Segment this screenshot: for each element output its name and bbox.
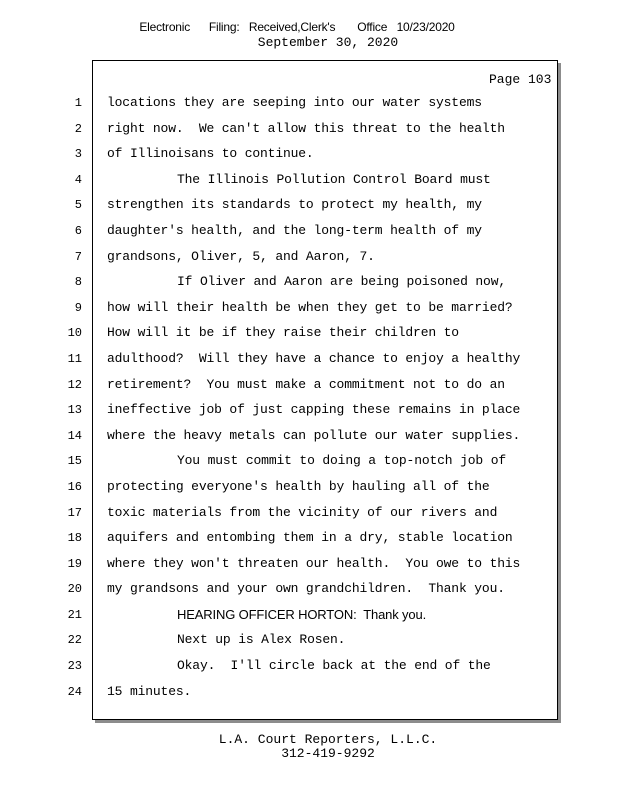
line-number: 16 <box>67 479 82 494</box>
line-number: 4 <box>74 172 82 187</box>
transcript-line: toxic materials from the vicinity of our rivers and <box>107 504 498 520</box>
line-number: 11 <box>67 351 82 366</box>
transcript-line: aquifers and entombing them in a dry, stable location <box>107 530 513 546</box>
line-number: 18 <box>67 531 82 546</box>
transcript-line: How will it be if they raise their children to <box>107 325 459 341</box>
transcript-line: grandsons, Oliver, 5, and Aaron, 7. <box>107 248 375 264</box>
line-number: 5 <box>74 198 82 213</box>
filing-stamp: Electronic Filing: Received,Clerk's Office 10/23/2020 <box>139 20 455 34</box>
line-number: 3 <box>74 147 82 162</box>
transcript-line: where they won't threaten our health. You owe to this <box>107 555 521 571</box>
transcript-line: ineffective job of just capping these remains in place <box>107 402 521 418</box>
transcript-line: right now. We can't allow this threat to the health <box>107 120 505 136</box>
line-number: 24 <box>67 684 82 699</box>
transcript-line: The Illinois Pollution Control Board must <box>177 171 491 187</box>
line-number: 10 <box>67 326 82 341</box>
court-reporter-phone: 312-419-9292 <box>281 746 375 761</box>
line-number: 14 <box>67 428 82 443</box>
transcript-line: adulthood? Will they have a chance to enjoy a healthy <box>107 350 521 366</box>
line-number: 20 <box>67 582 82 597</box>
line-number: 6 <box>74 223 82 238</box>
line-number: 1 <box>74 96 82 110</box>
line-number: 15 <box>67 454 82 469</box>
transcript-line: how will their health be when they get to be married? <box>107 299 513 315</box>
transcript-line: strengthen its standards to protect my health, my <box>107 197 482 213</box>
line-number: 7 <box>74 249 82 264</box>
transcript-line: protecting everyone's health by hauling all of the <box>107 478 490 494</box>
transcript-line: locations they are seeping into our water systems <box>107 95 482 110</box>
transcript-line: daughter's health, and the long-term health of my <box>107 222 482 238</box>
transcript-line: Next up is Alex Rosen. <box>177 632 346 648</box>
transcript-line: You must commit to doing a top-notch job of <box>177 453 507 469</box>
hearing-date: September 30, 2020 <box>257 35 399 50</box>
line-number: 8 <box>74 275 82 290</box>
line-number-column <box>62 95 82 709</box>
line-number: 13 <box>67 403 82 418</box>
line-number: 21 <box>67 607 82 622</box>
line-number: 23 <box>67 659 82 674</box>
page-number: Page 103 <box>489 72 552 87</box>
court-reporter-name: L.A. Court Reporters, L.L.C. <box>218 732 438 747</box>
transcript-line: If Oliver and Aaron are being poisoned now, <box>177 274 507 290</box>
line-number: 12 <box>67 377 82 392</box>
line-number: 22 <box>67 633 82 648</box>
speaker-line: HEARING OFFICER HORTON: Thank you. <box>177 606 427 622</box>
line-number: 2 <box>74 121 82 136</box>
transcript-line: where the heavy metals can pollute our water supplies. <box>107 427 521 443</box>
transcript-line: of Illinoisans to continue. <box>107 146 314 162</box>
line-number: 9 <box>74 300 82 315</box>
transcript-line: Okay. I'll circle back at the end of the <box>177 658 491 674</box>
transcript-line: 15 minutes. <box>107 683 192 699</box>
transcript-line: my grandsons and your own grandchildren. Thank you. <box>107 581 505 597</box>
line-number: 19 <box>67 556 82 571</box>
line-number: 17 <box>67 505 82 520</box>
transcript-body <box>107 95 547 709</box>
transcript-line: retirement? You must make a commitment not to do an <box>107 376 505 392</box>
